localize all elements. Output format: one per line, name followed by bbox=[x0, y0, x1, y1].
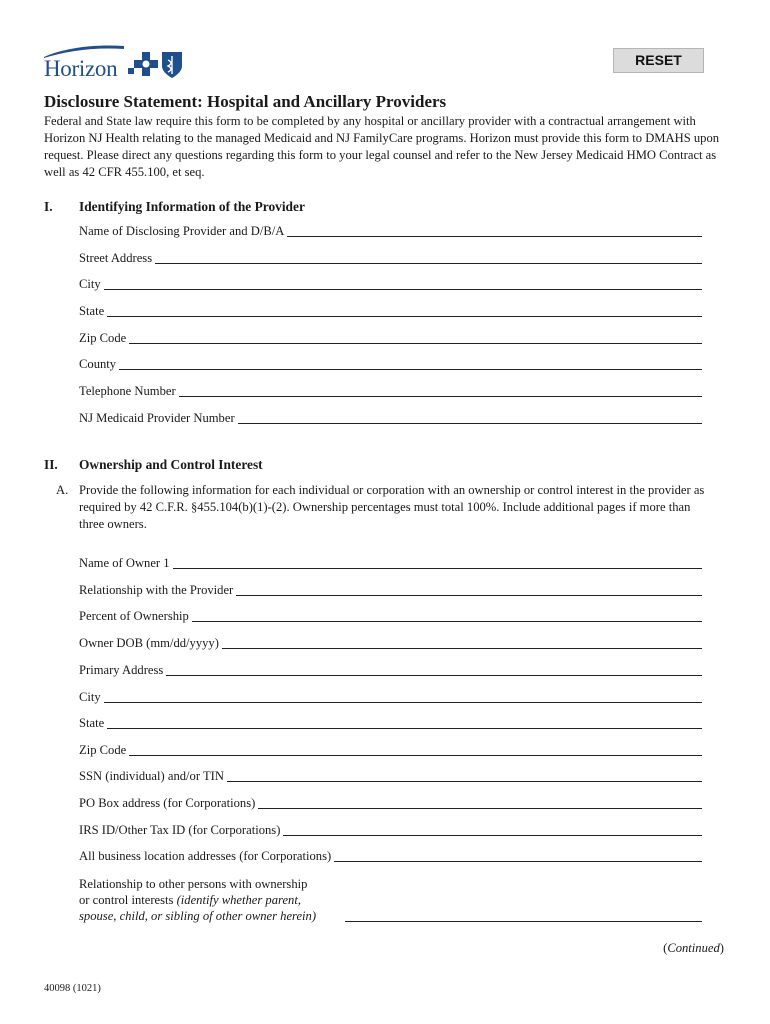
field-zip bbox=[79, 330, 702, 347]
field-telephone bbox=[79, 383, 702, 400]
field-label: Percent of Ownership bbox=[79, 609, 189, 623]
medicaid-number-input[interactable] bbox=[238, 423, 702, 424]
field-label: City bbox=[79, 277, 101, 291]
paragraph-text: Provide the following information for each individual or corporation with an ownership or control interest in the provider as required by 42 C.F.R. §455.104(b)(1)-(2). Ownership percentages must total 100%. Include additional pages if more than three owners. bbox=[79, 483, 705, 531]
field-owner-state bbox=[79, 715, 702, 732]
field-owner-dob bbox=[79, 635, 702, 652]
field-label: City bbox=[79, 690, 101, 704]
street-address-input[interactable] bbox=[155, 263, 702, 264]
page-title: Disclosure Statement: Hospital and Ancillary Providers bbox=[44, 92, 447, 111]
field-county bbox=[79, 356, 702, 373]
business-locations-input[interactable] bbox=[334, 861, 702, 862]
field-label-line-2 bbox=[79, 892, 702, 908]
field-street-address bbox=[79, 250, 702, 267]
field-label: Owner DOB (mm/dd/yyyy) bbox=[79, 636, 219, 650]
field-label-italic: spouse, child, or sibling of other owner herein) bbox=[79, 909, 317, 923]
field-label: Relationship with the Provider bbox=[79, 583, 234, 597]
field-label: SSN (individual) and/or TIN bbox=[79, 769, 224, 783]
owner-state-input[interactable] bbox=[107, 728, 702, 729]
percent-ownership-input[interactable] bbox=[192, 621, 702, 622]
zip-input[interactable] bbox=[129, 343, 702, 344]
field-label-plain: or control interests bbox=[79, 893, 177, 907]
po-box-input[interactable] bbox=[258, 808, 702, 809]
field-owner-zip bbox=[79, 742, 702, 759]
primary-address-input[interactable] bbox=[166, 675, 702, 676]
field-owner-city bbox=[79, 689, 702, 706]
field-label: Zip Code bbox=[79, 743, 127, 757]
relationship-other-owners-input[interactable] bbox=[345, 921, 702, 922]
field-label: Name of Owner 1 bbox=[79, 556, 170, 570]
section-1-title: Identifying Information of the Provider bbox=[79, 199, 305, 214]
field-label: County bbox=[79, 357, 117, 371]
horizon-logo bbox=[44, 44, 194, 80]
ssn-tin-input[interactable] bbox=[227, 781, 702, 782]
field-label: Primary Address bbox=[79, 663, 164, 677]
provider-name-input[interactable] bbox=[287, 236, 702, 237]
field-relationship-other-owners bbox=[79, 876, 702, 924]
county-input[interactable] bbox=[119, 369, 702, 370]
telephone-input[interactable] bbox=[179, 396, 702, 397]
field-owner-name bbox=[79, 555, 702, 572]
field-primary-address bbox=[79, 662, 702, 679]
field-label-italic: (identify whether parent, bbox=[176, 893, 301, 907]
field-po-box bbox=[79, 795, 702, 812]
field-label: Name of Disclosing Provider and D/B/A bbox=[79, 224, 285, 238]
owner-zip-input[interactable] bbox=[129, 755, 702, 756]
owner-city-input[interactable] bbox=[104, 702, 702, 703]
field-label: Street Address bbox=[79, 251, 153, 265]
field-label-line-1: Relationship to other persons with ownership bbox=[79, 877, 308, 891]
field-label: State bbox=[79, 304, 105, 318]
intro-paragraph: Federal and State law require this form to be completed by any hospital or ancillary provider with a contractual arrangement with Horizon NJ Health relating to the managed Medicaid and NJ FamilyCare programs. Horizon must provide this form to DMAHS upon request. Please direct any questions regarding this form to your legal counsel and refer to the New Jersey Medicaid HMO Contract as well as 42 CFR 455.100, et seq. bbox=[44, 114, 720, 179]
field-label: PO Box address (for Corporations) bbox=[79, 796, 256, 810]
irs-id-input[interactable] bbox=[283, 835, 702, 836]
field-relationship bbox=[79, 582, 702, 599]
field-city bbox=[79, 276, 702, 293]
field-label: NJ Medicaid Provider Number bbox=[79, 411, 235, 425]
section-2-number: II. bbox=[44, 457, 58, 472]
field-label: Zip Code bbox=[79, 331, 127, 345]
relationship-input[interactable] bbox=[236, 595, 702, 596]
owner-dob-input[interactable] bbox=[222, 648, 702, 649]
logo-wordmark: Horizon bbox=[44, 56, 118, 81]
field-ssn-tin bbox=[79, 768, 702, 785]
field-label: All business location addresses (for Corporations) bbox=[79, 849, 332, 863]
field-state bbox=[79, 303, 702, 320]
paragraph-letter: A. bbox=[56, 483, 69, 497]
field-medicaid-number bbox=[79, 410, 702, 427]
section-2-title: Ownership and Control Interest bbox=[79, 457, 263, 472]
instruction-paragraph-a bbox=[56, 482, 716, 533]
field-percent-ownership bbox=[79, 608, 702, 625]
section-1-number: I. bbox=[44, 199, 53, 214]
city-input[interactable] bbox=[104, 289, 702, 290]
continued-note: (Continued) bbox=[663, 941, 724, 955]
field-label: IRS ID/Other Tax ID (for Corporations) bbox=[79, 823, 281, 837]
owner-name-input[interactable] bbox=[173, 568, 702, 569]
field-business-locations bbox=[79, 848, 702, 865]
field-provider-name bbox=[79, 223, 702, 240]
blue-cross-blue-shield-icon bbox=[126, 48, 186, 80]
field-label: Telephone Number bbox=[79, 384, 176, 398]
state-input[interactable] bbox=[107, 316, 702, 317]
field-irs-id bbox=[79, 822, 702, 839]
field-label: State bbox=[79, 716, 105, 730]
form-number: 40098 (1021) bbox=[44, 983, 101, 994]
reset-button[interactable]: RESET bbox=[613, 48, 704, 73]
